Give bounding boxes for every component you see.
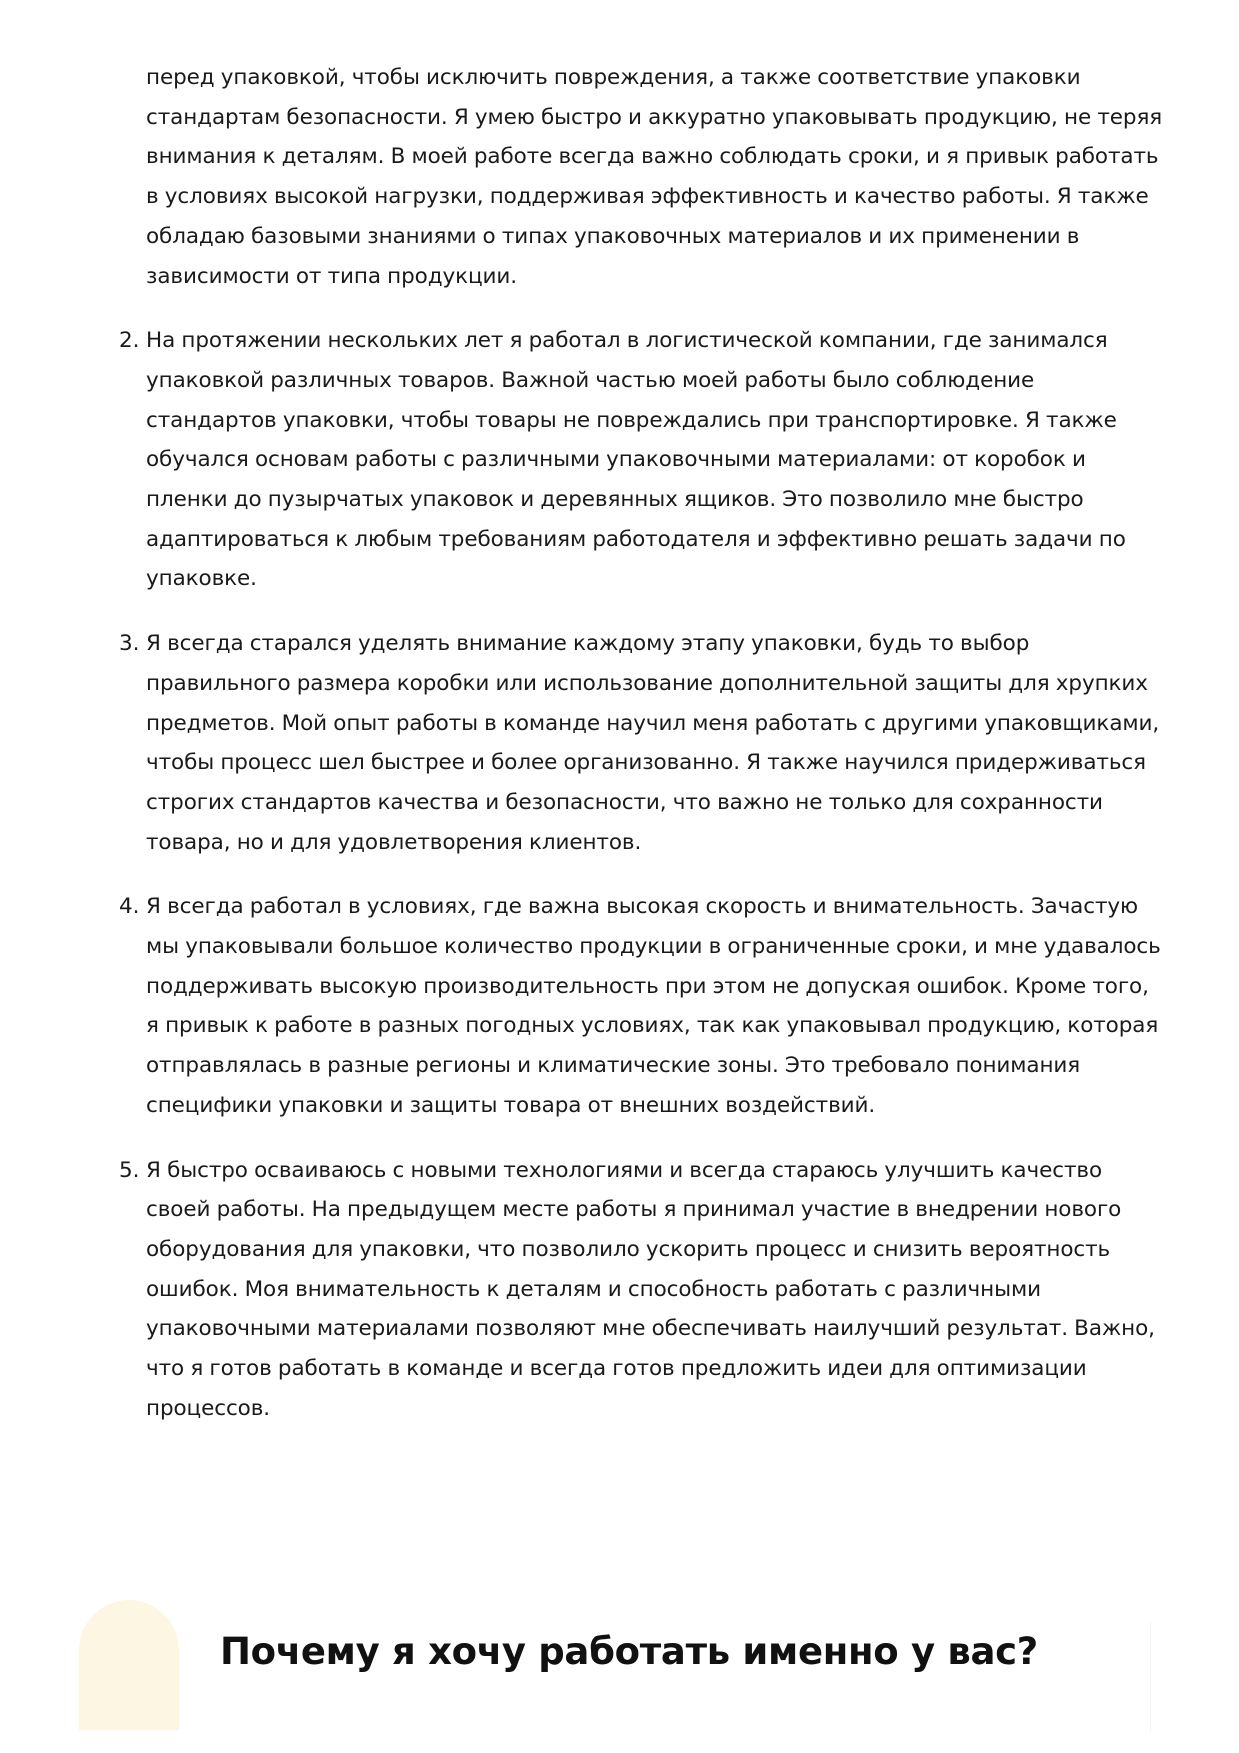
why-you-section <box>0 1600 1239 1753</box>
list-item-number: 5. <box>119 1157 140 1183</box>
list-item <box>119 58 1164 296</box>
decorative-accent-base <box>79 1650 179 1730</box>
list-item <box>119 624 1164 862</box>
list-item-number: 3. <box>119 631 140 657</box>
list-item-text: перед упаковкой, чтобы исключить повреждения, а также соответствие упаковки стандартам безопасности. Я умею быстро и аккуратно упаковывать продукцию, не теряя внимания к деталям. В моей работе всегда важно соблюдать сроки, и я привык работать в условиях высокой нагрузки, поддерживая эффективность и качество работы. Я также обладаю базовыми знаниями о типах упаковочных материалов и их применении в зависимости от типа продукции. <box>146 65 1163 289</box>
list-item-text: На протяжении нескольких лет я работал в логистической компании, где занимался упаковкой различных товаров. Важной частью моей работы было соблюдение стандартов упаковки, чтобы товары не повреждались при транспортировке. Я также обучался основам работы с различными упаковочными материалами: от коробок и пленки до пузырчатых упаковок и деревянных ящиков. Это позволило мне быстро адаптироваться к любым требованиям работодателя и эффективно решать задачи по упаковке. <box>146 328 1126 592</box>
list-item-number: 4. <box>119 894 140 920</box>
list-item <box>119 1151 1164 1429</box>
divider <box>1150 1622 1151 1732</box>
list-item-number: 2. <box>119 328 140 354</box>
section-heading: Почему я хочу работать именно у вас? <box>220 1630 1038 1673</box>
list-item-text: Я всегда работал в условиях, где важна высокая скорость и внимательность. Зачастую мы упаковывали большое количество продукции в ограниченные сроки, и мне удавалось поддерживать высокую производительность при этом не допуская ошибок. Кроме того, я привык к работе в разных погодных условиях, так как упаковывал продукцию, которая отправлялась в разные регионы и климатические зоны. Это требовало понимания специфики упаковки и защиты товара от внешних воздействий. <box>146 894 1161 1118</box>
list-item <box>119 887 1164 1125</box>
experience-list <box>119 58 1164 1454</box>
list-item <box>119 321 1164 599</box>
list-item-text: Я быстро осваиваюсь с новыми технологиями и всегда стараюсь улучшить качество своей работы. На предыдущем месте работы я принимал участие в внедрении нового оборудования для упаковки, что позволило ускорить процесс и снизить вероятность ошибок. Моя внимательность к деталям и способность работать с различными упаковочными материалами позволяют мне обеспечивать наилучший результат. Важно, что я готов работать в команде и всегда готов предложить идеи для оптимизации процессов. <box>146 1157 1155 1421</box>
list-item-text: Я всегда старался уделять внимание каждому этапу упаковки, будь то выбор правильного размера коробки или использование дополнительной защиты для хрупких предметов. Мой опыт работы в команде научил меня работать с другими упаковщиками, чтобы процесс шел быстрее и более организованно. Я также научился придерживаться строгих стандартов качества и безопасности, что важно не только для сохранности товара, но и для удовлетворения клиентов. <box>146 631 1160 855</box>
